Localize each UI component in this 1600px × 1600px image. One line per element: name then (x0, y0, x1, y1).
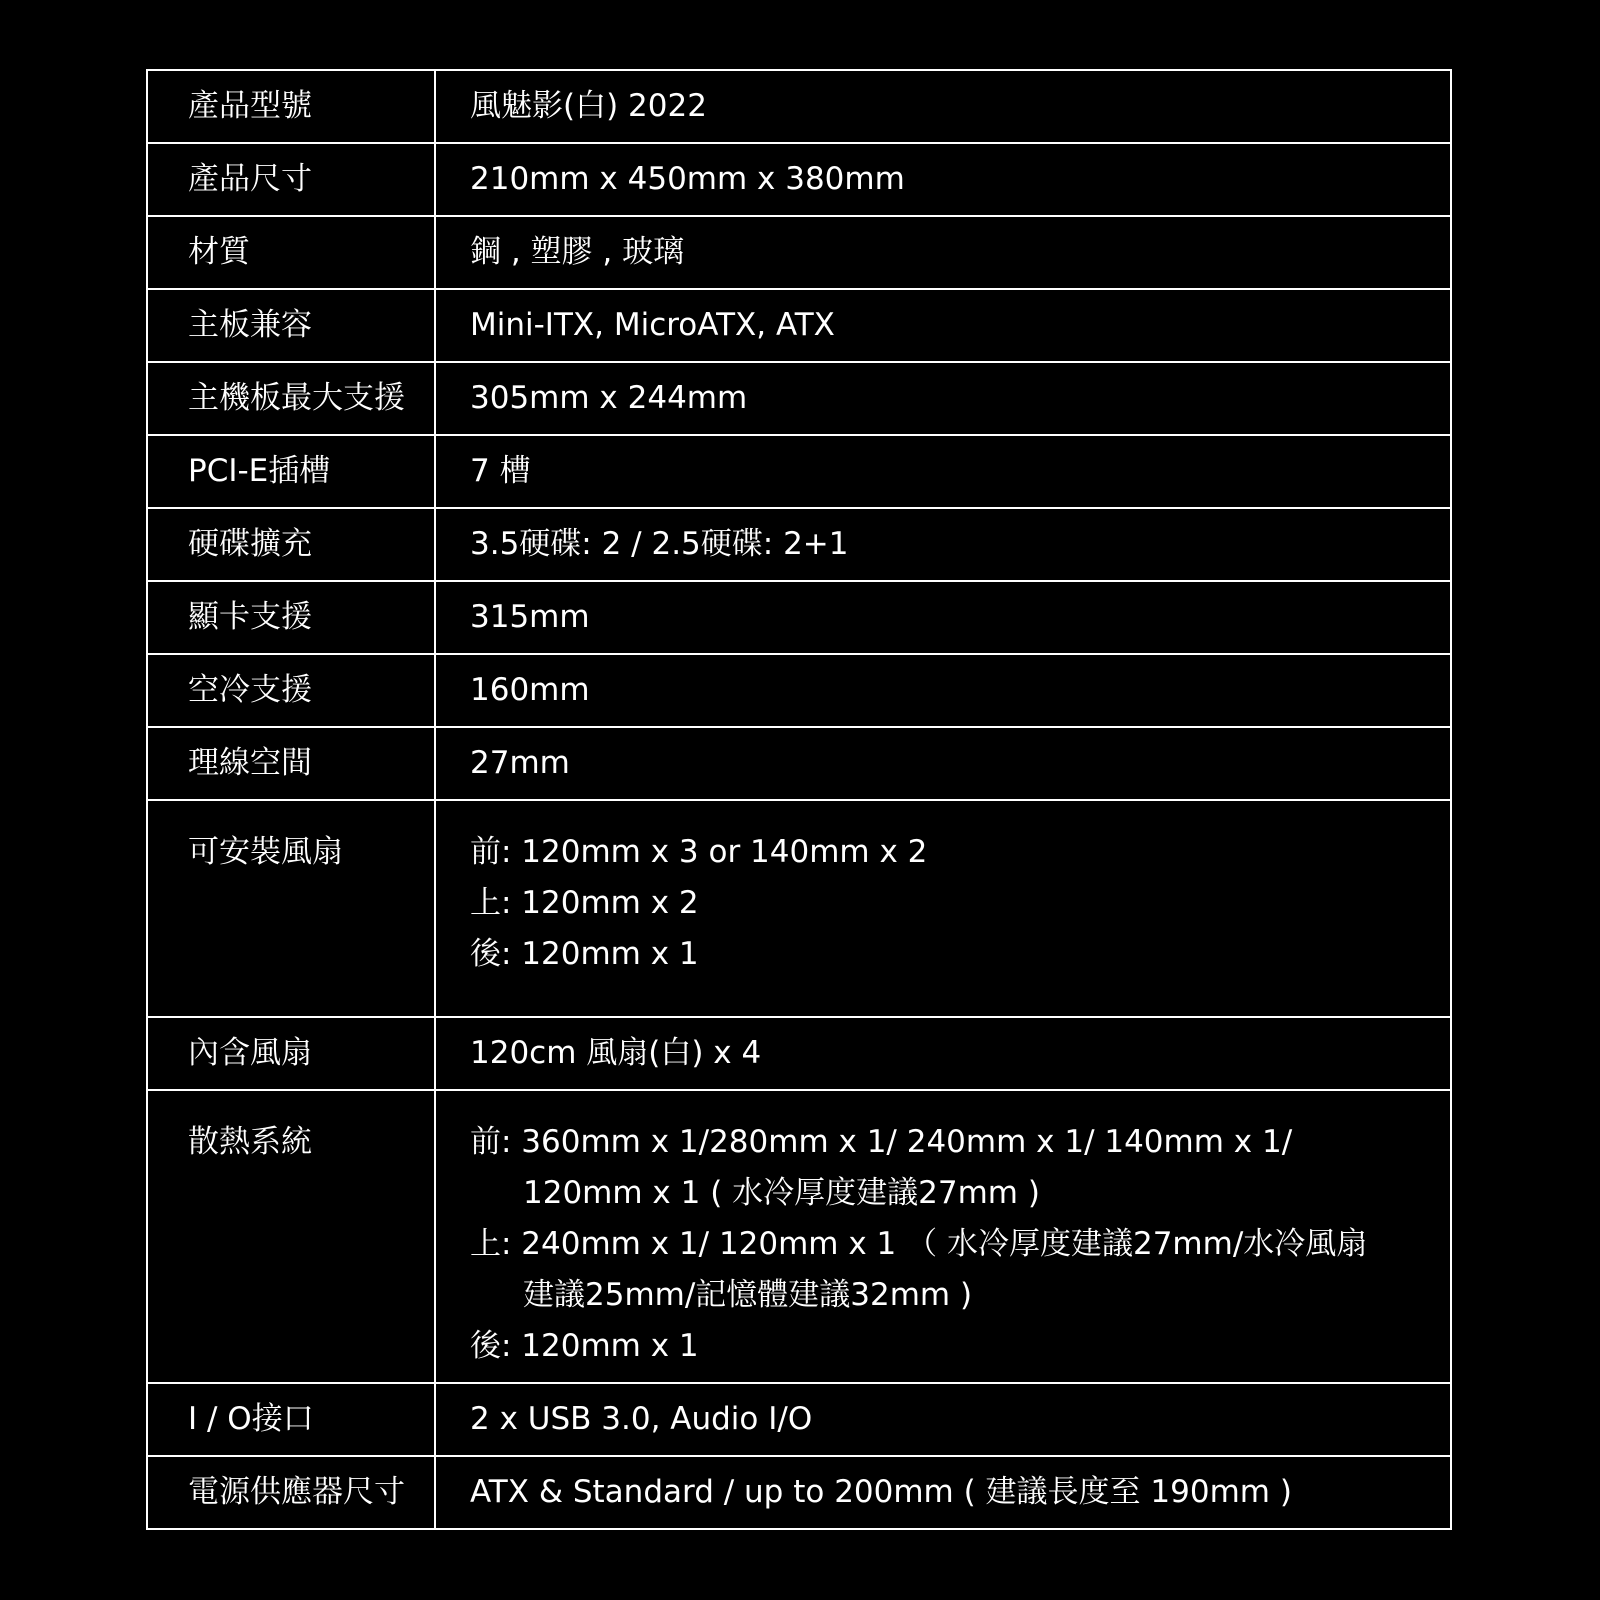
spec-value-line: 風魅影(白) 2022 (470, 88, 707, 124)
spec-row-io (147, 1383, 1451, 1456)
spec-value (435, 1090, 1451, 1383)
spec-row-cable-space (147, 727, 1451, 800)
spec-value (435, 654, 1451, 727)
spec-label: 空冷支援 (147, 654, 435, 727)
spec-value (435, 289, 1451, 362)
spec-value-line: 305mm x 244mm (470, 380, 748, 416)
spec-row-cooling (147, 1090, 1451, 1383)
spec-value (435, 143, 1451, 216)
spec-value (435, 435, 1451, 508)
spec-value (435, 1017, 1451, 1090)
spec-value-line: 160mm (470, 672, 590, 708)
spec-label: 散熱系統 (147, 1090, 435, 1383)
spec-label: 產品尺寸 (147, 143, 435, 216)
spec-value (435, 362, 1451, 435)
spec-value-line: 後: 120mm x 1 (470, 936, 699, 972)
spec-value-line: 7 槽 (470, 453, 531, 489)
spec-value-line: 前: 360mm x 1/280mm x 1/ 240mm x 1/ 140mm x 1/ (470, 1124, 1293, 1160)
spec-value-line: 前: 120mm x 3 or 140mm x 2 (470, 834, 928, 870)
spec-row-gpu (147, 581, 1451, 654)
spec-label: PCI-E插槽 (147, 435, 435, 508)
spec-row-fan-mounts (147, 800, 1451, 1017)
spec-row-pcie (147, 435, 1451, 508)
spec-label: 顯卡支援 (147, 581, 435, 654)
spec-label: 理線空間 (147, 727, 435, 800)
spec-value-line: 3.5硬碟: 2 / 2.5硬碟: 2+1 (470, 526, 849, 562)
spec-value-line: 315mm (470, 599, 590, 635)
spec-value-line: 上: 240mm x 1/ 120mm x 1 （ 水冷厚度建議27mm/水冷風扇 (470, 1226, 1368, 1262)
spec-row-material (147, 216, 1451, 289)
spec-value-line: 鋼 , 塑膠 , 玻璃 (470, 234, 685, 270)
spec-value (435, 508, 1451, 581)
spec-label: 電源供應器尺寸 (147, 1456, 435, 1529)
spec-row-drives (147, 508, 1451, 581)
spec-value-line: 210mm x 450mm x 380mm (470, 161, 905, 197)
spec-value (435, 1456, 1451, 1529)
spec-label: 內含風扇 (147, 1017, 435, 1090)
spec-row-air-cooler (147, 654, 1451, 727)
spec-row-included-fans (147, 1017, 1451, 1090)
spec-value-line: Mini-ITX, MicroATX, ATX (470, 307, 835, 343)
spec-row-max-board (147, 362, 1451, 435)
spec-value-line: 2 x USB 3.0, Audio I/O (470, 1401, 813, 1437)
spec-label: 可安裝風扇 (147, 800, 435, 1017)
spec-label: 主板兼容 (147, 289, 435, 362)
spec-row-dimensions (147, 143, 1451, 216)
spec-label: 硬碟擴充 (147, 508, 435, 581)
spec-value (435, 216, 1451, 289)
spec-value-line: 120mm x 1 ( 水冷厚度建議27mm ) (523, 1175, 1040, 1211)
spec-value-line: ATX & Standard / up to 200mm ( 建議長度至 190mm ) (470, 1474, 1292, 1510)
spec-label: I / O接口 (147, 1383, 435, 1456)
spec-value (435, 581, 1451, 654)
spec-label: 材質 (147, 216, 435, 289)
spec-table (146, 69, 1452, 1530)
spec-value-line: 27mm (470, 745, 570, 781)
spec-value (435, 1383, 1451, 1456)
spec-row-psu (147, 1456, 1451, 1529)
spec-label: 主機板最大支援 (147, 362, 435, 435)
spec-value-line: 後: 120mm x 1 (470, 1328, 699, 1364)
spec-value-line: 建議25mm/記憶體建議32mm ) (523, 1277, 973, 1313)
spec-value (435, 727, 1451, 800)
spec-value (435, 800, 1451, 1017)
spec-value-line: 120cm 風扇(白) x 4 (470, 1035, 762, 1071)
spec-row-motherboard (147, 289, 1451, 362)
spec-label: 產品型號 (147, 70, 435, 143)
spec-row-model (147, 70, 1451, 143)
spec-value-line: 上: 120mm x 2 (470, 885, 699, 921)
spec-value (435, 70, 1451, 143)
